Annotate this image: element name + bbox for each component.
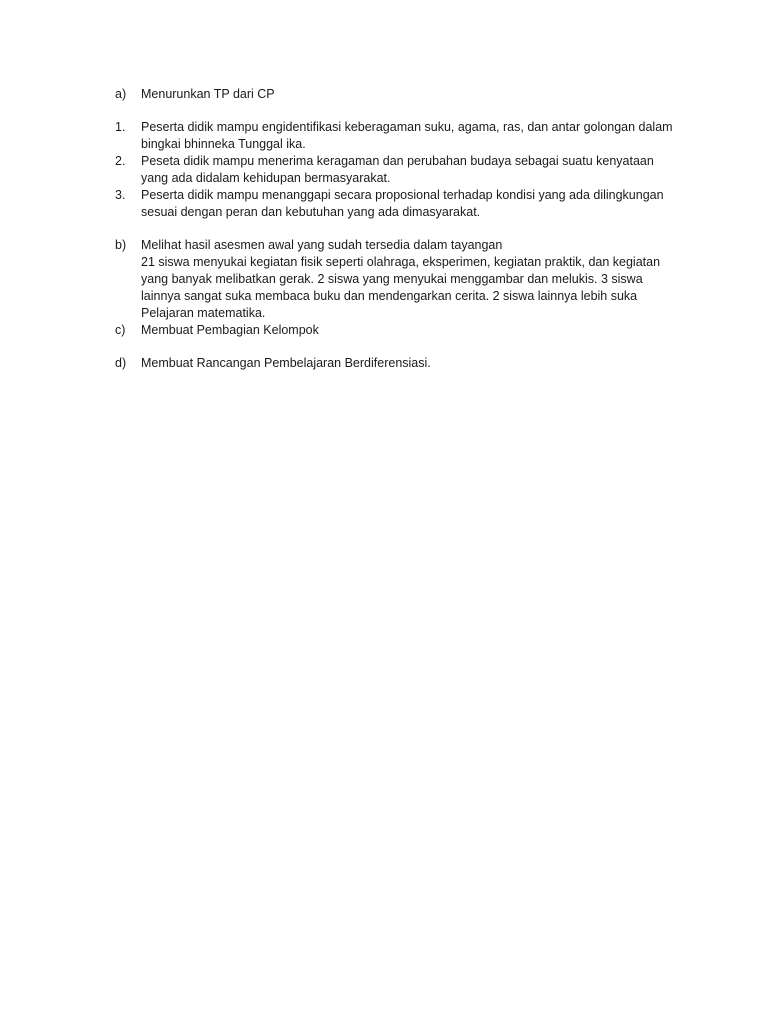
list-marker-a: a) [115,87,127,101]
list-item-c-text: Membuat Pembagian Kelompok [141,323,319,337]
list-item-c [115,322,684,339]
numbered-item-1-text: Peserta didik mampu engidentifikasi keberagaman suku, agama, ras, dan antar golongan dalam bingkai bhinneka Tunggal ika. [141,120,673,151]
numbered-item-2 [115,153,684,187]
list-item-b [115,237,684,322]
document-content [0,0,768,372]
list-item-d [115,355,684,372]
list-item-a [115,86,684,103]
list-item-b-text [141,237,684,322]
numbered-item-3 [115,187,684,221]
list-item-b-heading: Melihat hasil asesmen awal yang sudah tersedia dalam tayangan [141,238,503,252]
numbered-list [115,119,684,221]
list-marker-c: c) [115,323,126,337]
numbered-item-1 [115,119,684,153]
list-marker-d: d) [115,356,127,370]
numbered-marker-2: 2. [115,154,126,168]
list-marker-b: b) [115,238,127,252]
numbered-item-3-text: Peserta didik mampu menanggapi secara proposional terhadap kondisi yang ada dilingkungan sesuai dengan peran dan kebutuhan yang ada dimasyarakat. [141,188,664,219]
numbered-marker-3: 3. [115,188,126,202]
numbered-item-2-text: Peseta didik mampu menerima keragaman dan perubahan budaya sebagai suatu kenyataan yang ada didalam kehidupan bermasyarakat. [141,154,654,185]
list-item-d-text: Membuat Rancangan Pembelajaran Berdiferensiasi. [141,356,431,370]
list-item-a-text: Menurunkan TP dari CP [141,87,275,101]
list-item-b-body: 21 siswa menyukai kegiatan fisik seperti olahraga, eksperimen, kegiatan praktik, dan kegiatan yang banyak melibatkan gerak. 2 siswa yang menyukai menggambar dan melukis. 3 siswa lainnya sangat suka membaca buku dan mendengarkan cerita. 2 siswa lainnya lebih suka Pelajaran matematika. [141,255,661,320]
numbered-marker-1: 1. [115,120,126,134]
